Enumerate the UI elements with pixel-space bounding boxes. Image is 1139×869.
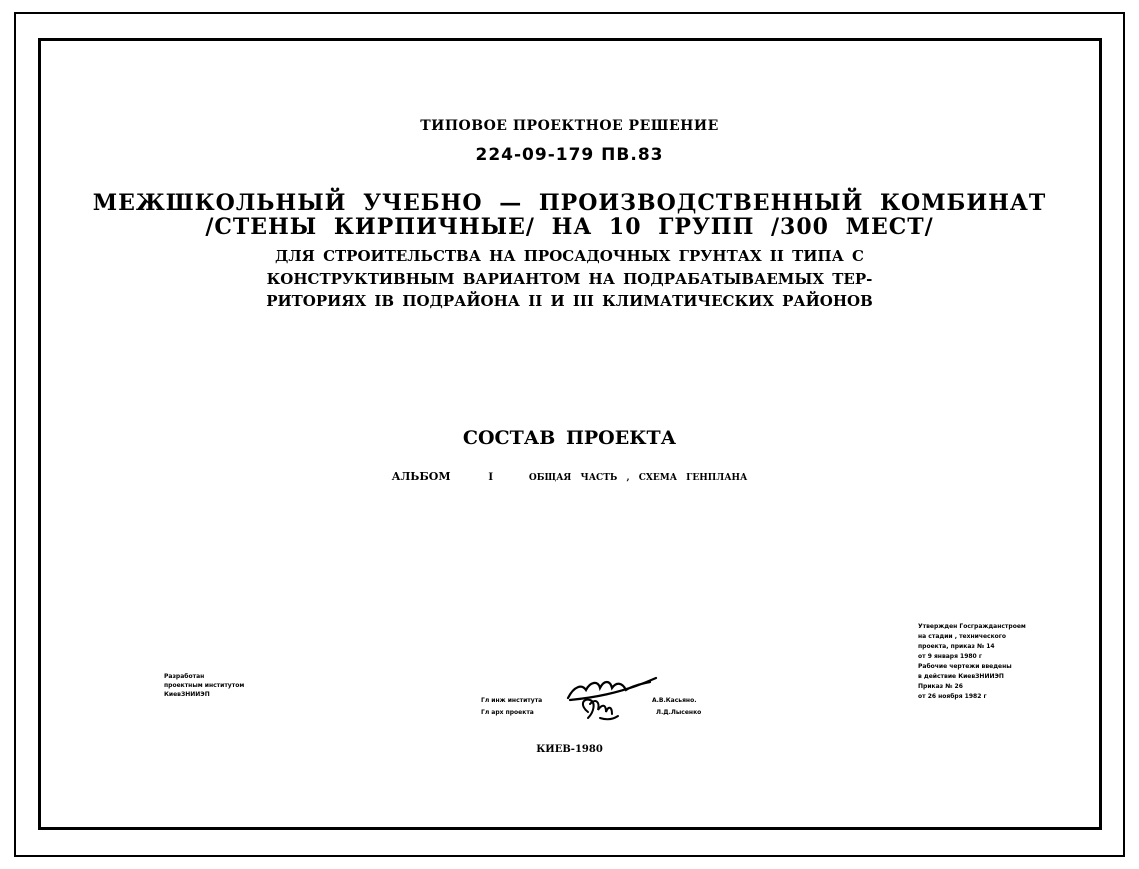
- document-type: ТИПОВОЕ ПРОЕКТНОЕ РЕШЕНИЕ: [420, 118, 719, 134]
- album-number: I: [488, 472, 494, 483]
- album-label: АЛЬБОМ: [391, 470, 451, 483]
- approval-line7: Приказ № 26: [918, 683, 963, 690]
- approval-line5: Рабочие чертежи введены: [918, 663, 1012, 670]
- chief-engineer-label: Гл инж института: [481, 697, 543, 704]
- approval-line1: Утвержден Госгражданстроем: [918, 623, 1026, 630]
- developer-line3: КиевЗНИИЭП: [164, 691, 210, 698]
- approval-line6: в действие КиевЗНИИЭП: [918, 673, 1004, 680]
- project-title-line1: МЕЖШКОЛЬНЫЙ УЧЕБНО — ПРОИЗВОДСТВЕННЫЙ КОМБИНАТ: [92, 190, 1047, 216]
- developer-line1: Разработан: [164, 673, 205, 680]
- chief-architect-name: Л.Д.Лысенко: [656, 709, 702, 716]
- album-line: [0, 470, 1139, 483]
- project-subtitle-line2: КОНСТРУКТИВНЫМ ВАРИАНТОМ НА ПОДРАБАТЫВАЕМЫХ ТЕР-: [266, 270, 873, 288]
- chief-engineer-name: А.В.Касьяно.: [652, 697, 697, 704]
- approval-line4: от 9 января 1980 г: [918, 653, 982, 660]
- approval-block: [918, 622, 1026, 702]
- approval-line2: на стадии , технического: [918, 633, 1007, 640]
- project-subtitle-line3: РИТОРИЯХ IВ ПОДРАЙОНА II И III КЛИМАТИЧЕСКИХ РАЙОНОВ: [266, 292, 873, 310]
- album-description: ОБЩАЯ ЧАСТЬ , СХЕМА ГЕНПЛАНА: [528, 473, 748, 483]
- chief-architect-label: Гл арх проекта: [481, 709, 534, 716]
- approval-line3: проекта, приказ № 14: [918, 643, 995, 650]
- approval-line8: от 26 ноября 1982 г: [918, 693, 987, 700]
- project-title-line2: /СТЕНЫ КИРПИЧНЫЕ/ НА 10 ГРУПП /300 МЕСТ/: [205, 214, 934, 240]
- section-title: СОСТАВ ПРОЕКТА: [462, 427, 677, 449]
- developer-line2: проектным институтом: [164, 682, 245, 689]
- project-subtitle-line1: ДЛЯ СТРОИТЕЛЬСТВА НА ПРОСАДОЧНЫХ ГРУНТАХ II ТИПА С: [275, 247, 864, 265]
- document-code: 224-09-179 ПВ.83: [475, 145, 664, 165]
- developer-block: [164, 672, 244, 699]
- handwritten-signatures: [560, 668, 670, 728]
- city-year: КИЕВ-1980: [536, 744, 603, 755]
